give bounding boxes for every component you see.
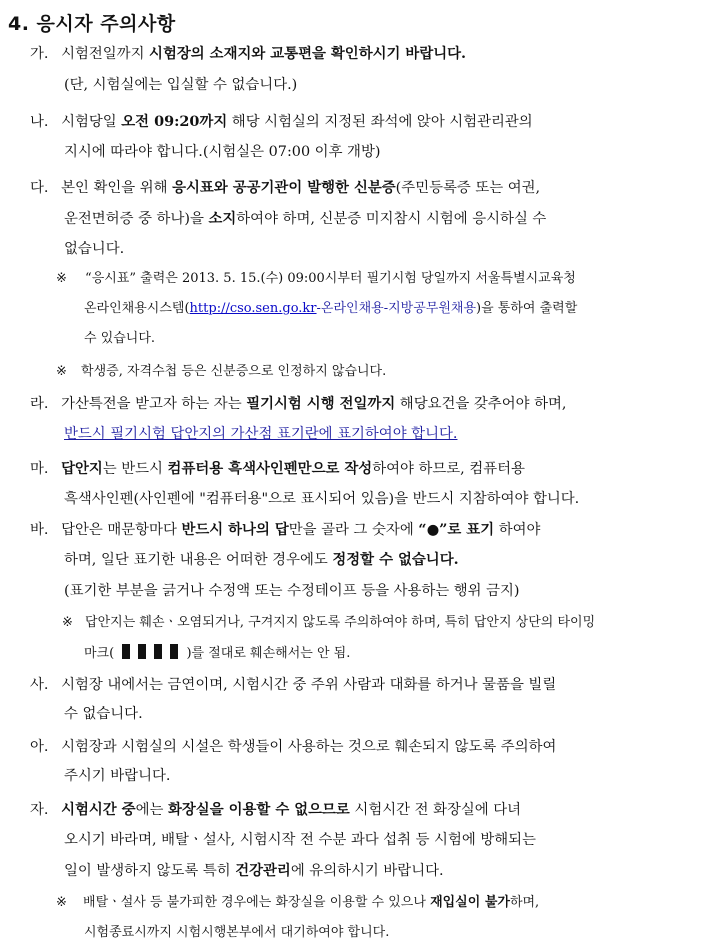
item-ja-line1: 자. 시험시간 중에는 화장실을 이용할 수 없으므로 시험시간 전 화장실에 다녀	[30, 801, 522, 818]
note-line: 온라인채용시스템(http://cso.sen.go.kr-온라인채용-지방공무원채용)을 통하여 출력할	[84, 301, 578, 316]
item-a-line1: 아. 시험장과 시험실의 시설은 학생들이 사용하는 것으로 훼손되지 않도록 주의하여	[30, 739, 557, 755]
item-ma-line1: 마. 답안지는 반드시 컴퓨터용 흑색사인펜만으로 작성하여야 하므로, 컴퓨터용	[30, 460, 525, 477]
note-mark: ※	[56, 895, 67, 910]
item-ma-line2: 흑색사인펜(사인펜에 "컴퓨터용"으로 표시되어 있음)을 반드시 지참하여야 합니다.	[64, 491, 580, 507]
item-sa-line1: 사. 시험장 내에서는 금연이며, 시험시간 중 주위 사람과 대화를 하거나 물품을 빌릴	[30, 677, 557, 693]
section-title: 4. 응시자 주의사항	[8, 13, 176, 35]
item-ra-line1: 라. 가산특전을 받고자 하는 자는 필기시험 시행 전일까지 해당요건을 갖추어야 하며,	[30, 395, 567, 412]
item-marker: 사.	[30, 677, 49, 693]
note-line: 시험종료시까지 시험시행본부에서 대기하여야 합니다.	[84, 925, 390, 940]
item-na-line1: 나. 시험당일 오전 09:20까지 해당 시험실의 지정된 좌석에 앉아 시험관리관의	[30, 113, 533, 130]
note-mark: ※	[56, 364, 67, 379]
cso-link[interactable]: http://cso.sen.go.kr	[189, 301, 317, 316]
note-mark: ※	[62, 615, 73, 630]
item-marker: 아.	[30, 739, 49, 755]
timing-mark-icon	[118, 644, 182, 664]
item-ja-line3: 일이 발생하지 않도록 특히 건강관리에 유의하시기 바랍니다.	[64, 862, 444, 879]
item-a-line2: 주시기 바랍니다.	[64, 768, 171, 784]
item-marker: 자.	[30, 802, 49, 818]
item-marker: 바.	[30, 522, 49, 538]
item-ga-line1: 가. 시험전일까지 시험장의 소재지와 교통편을 확인하시기 바랍니다.	[30, 45, 467, 62]
note-line: ※ “응시표” 출력은 2013. 5. 15.(수) 09:00시부터 필기시험 당일까지 서울특별시교육청	[56, 271, 576, 286]
item-marker: 나.	[30, 114, 49, 130]
item-da-line2: 운전면허증 중 하나)을 소지하여야 하며, 신분증 미지참시 시험에 응시하실 수	[64, 210, 547, 227]
note-mark: ※	[56, 271, 67, 286]
item-ba-line2: 하며, 일단 표기한 내용은 어떠한 경우에도 정정할 수 없습니다.	[64, 551, 459, 568]
item-da-line1: 다. 본인 확인을 위해 응시표와 공공기관이 발행한 신분증(주민등록증 또는 여권,	[30, 179, 541, 196]
note-line: ※ 배탈ㆍ설사 등 불가피한 경우에는 화장실을 이용할 수 있으나 재입실이 불가하며,	[56, 895, 540, 910]
note-line: ※ 답안지는 훼손ㆍ오염되거나, 구겨지지 않도록 주의하여야 하며, 특히 답안지 상단의 타이밍	[62, 615, 596, 630]
note-line: 마크( )를 절대로 훼손해서는 안 됨.	[84, 644, 350, 664]
item-marker: 라.	[30, 396, 49, 412]
note-line: 수 있습니다.	[84, 331, 156, 346]
note-line: ※ 학생증, 자격수첩 등은 신분증으로 인정하지 않습니다.	[56, 364, 387, 379]
item-marker: 가.	[30, 46, 49, 62]
item-na-line2: 지시에 따라야 합니다.(시험실은 07:00 이후 개방)	[64, 144, 381, 160]
item-ga-line2: (단, 시험실에는 입실할 수 없습니다.)	[64, 77, 298, 93]
item-da-line3: 없습니다.	[64, 241, 125, 257]
item-ja-line2: 오시기 바라며, 배탈ㆍ설사, 시험시작 전 수분 과다 섭취 등 시험에 방해되는	[64, 832, 536, 848]
item-sa-line2: 수 없습니다.	[64, 706, 143, 722]
item-ba-line1: 바. 답안은 매문항마다 반드시 하나의 답만을 골라 그 숫자에 “●”로 표기 하여야	[30, 521, 541, 538]
item-ra-line2: 반드시 필기시험 답안지의 가산점 표기란에 표기하여야 합니다.	[64, 426, 458, 442]
item-ba-line3: (표기한 부분을 긁거나 수정액 또는 수정테이프 등을 사용하는 행위 금지)	[64, 583, 520, 599]
item-marker: 다.	[30, 180, 49, 196]
item-marker: 마.	[30, 461, 49, 477]
